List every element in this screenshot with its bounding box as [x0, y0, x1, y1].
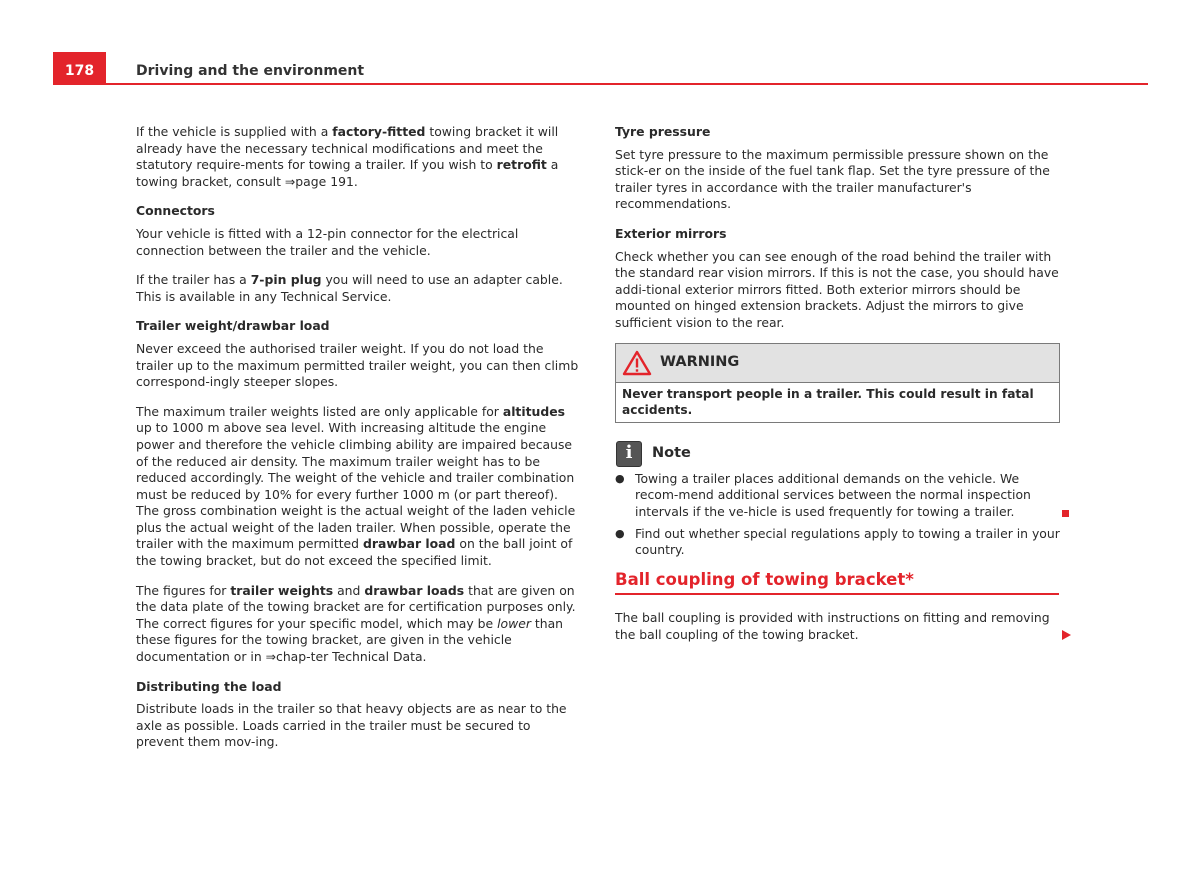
note-item — [615, 471, 1060, 521]
trailer-weight-paragraph-1: Never exceed the authorised trailer weight. If you do not load the trailer up to the maximum permitted trailer weight, you can then climb correspond-ingly steeper slopes. — [136, 340, 579, 390]
trailer-weight-paragraph-2: The maximum trailer weights listed are only applicable for altitudes up to 1000 m above sea level. With increasing altitude the engine power and therefore the vehicle climbing ability are impaired because of the reduced air density. The maximum trailer weight has to be reduced accordingly. The weight of the vehicle and trailer combination must be reduced by 10% for every further 1000 m (or part thereof). The gross combination weight is the actual weight of the laden vehicle plus the actual weight of the laden trailer. When possible, operate the trailer with the maximum permitted drawbar load on the ball joint of the towing bracket, but do not exceed the specified limit. — [136, 403, 576, 569]
warning-title: WARNING — [660, 354, 740, 371]
connectors-paragraph-2: If the trailer has a 7-pin plug you will need to use an adapter cable. This is available in any Technical Service. — [136, 272, 563, 304]
ball-coupling-paragraph: The ball coupling is provided with instructions on fitting and removing the ball coupling of the towing bracket. — [615, 610, 1050, 642]
trailer-weight-paragraph-3: The figures for trailer weights and drawbar loads that are given on the data plate of the towing bracket are for certification purposes only. The correct figures for your specific model, which may be lower than these figures for the towing bracket, are given in the vehicle documentation or in ⇒chap-ter Technical Data. — [136, 582, 576, 665]
end-square-icon — [1062, 510, 1069, 517]
connectors-paragraph-1: Your vehicle is fitted with a 12-pin connector for the electrical connection between the trailer and the vehicle. — [136, 225, 519, 258]
tyre-pressure-paragraph: Set tyre pressure to the maximum permissible pressure shown on the stick-er on the inside of the fuel tank flap. Set the tyre pressure of the trailer tyres in accordance with the trailer manufacturer's recommendations. — [615, 146, 1050, 212]
note-header — [615, 441, 1060, 467]
bullet-icon: ● — [615, 471, 625, 485]
exterior-mirrors-paragraph: Check whether you can see enough of the road behind the trailer with the standard rear vision mirrors. If this is not the case, you should have addi-tional exterior mirrors fitted. Both exterior mirrors should be mounted on hinged extension brackets. Adjust the mirrors to give sufficient vision to the rear. — [615, 248, 1059, 330]
ball-coupling-heading: Ball coupling of towing bracket* — [615, 570, 1059, 595]
distributing-heading: Distributing the load — [136, 678, 282, 694]
note-item — [615, 526, 1060, 559]
warning-text: Never transport people in a trailer. This could result in fatal accidents. — [622, 386, 1034, 418]
warning-header — [616, 344, 1059, 383]
trailer-weight-heading: Trailer weight/drawbar load — [136, 318, 330, 334]
warning-triangle-icon — [622, 350, 652, 376]
section-title: Driving and the environment — [136, 63, 365, 79]
right-column — [615, 124, 1060, 564]
warning-box — [615, 343, 1060, 423]
header-rule — [53, 83, 1148, 85]
exterior-mirrors-heading: Exterior mirrors — [615, 225, 727, 241]
note-item-text: Towing a trailer places additional demands on the vehicle. We recom-mend additional services between the normal inspection intervals if the ve-hicle is used frequently for towing a trailer. — [635, 470, 1031, 519]
intro-paragraph: If the vehicle is supplied with a factory-fitted towing bracket it will already have the necessary technical modifications and meet the statutory require-ments for towing a trailer. If you wish to retrofit a towing bracket, consult ⇒page 191. — [136, 124, 559, 189]
info-icon: i — [616, 441, 642, 467]
tyre-pressure-heading: Tyre pressure — [615, 124, 711, 139]
left-column — [136, 124, 579, 751]
note-title: Note — [652, 445, 691, 462]
bullet-icon: ● — [615, 526, 625, 540]
connectors-heading: Connectors — [136, 203, 215, 219]
page-number: 178 — [53, 52, 106, 85]
ball-coupling-section — [615, 610, 1055, 643]
distributing-paragraph: Distribute loads in the trailer so that heavy objects are as near to the axle as possible. Loads carried in the trailer must be secured to prevent them mov-ing. — [136, 701, 567, 750]
note-item-text: Find out whether special regulations apply to towing a trailer in your country. — [635, 525, 1060, 558]
continue-arrow-icon — [1062, 630, 1071, 640]
